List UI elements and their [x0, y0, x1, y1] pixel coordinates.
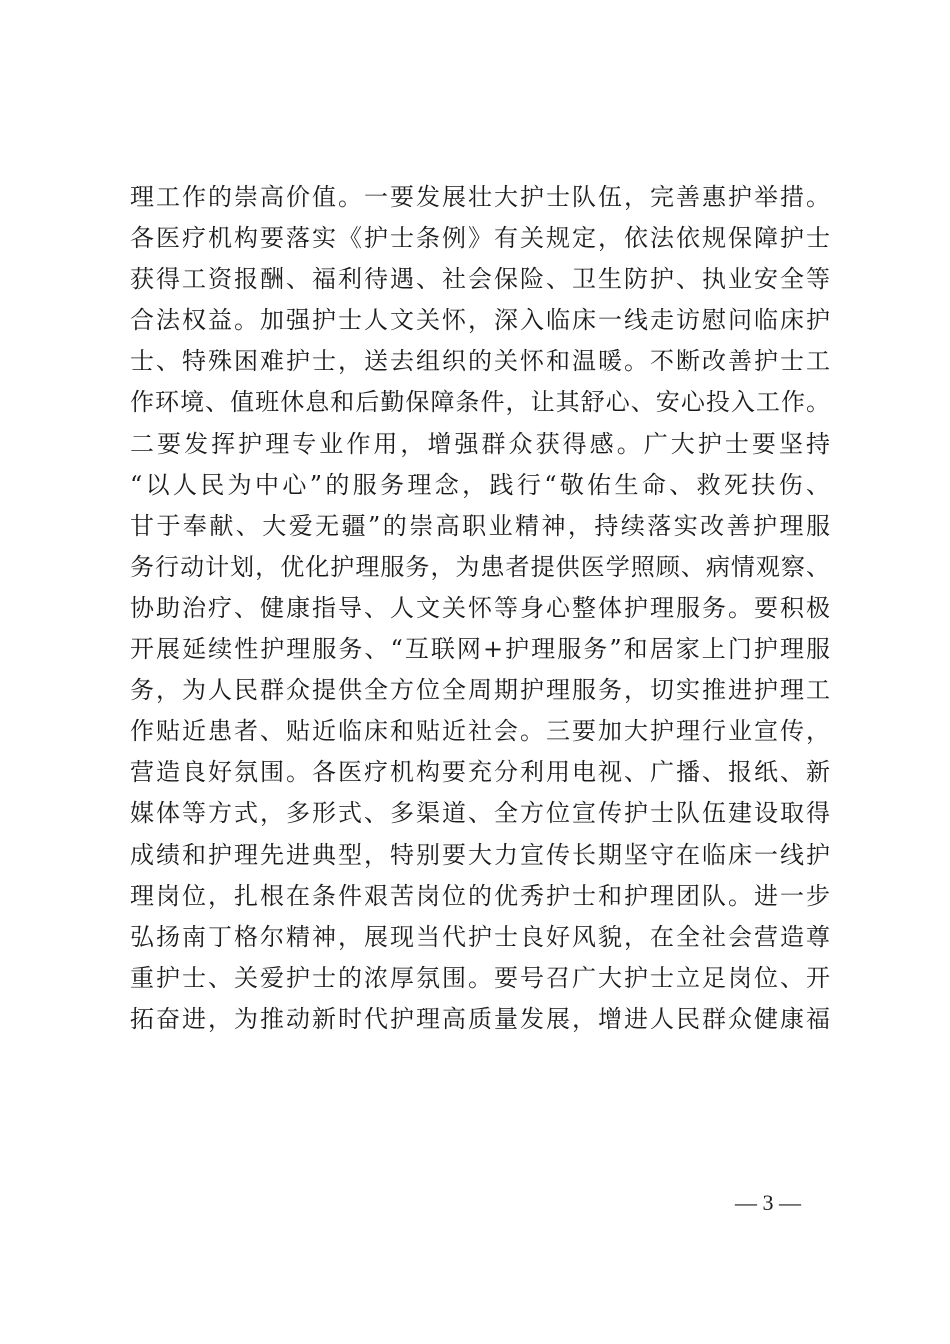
text-line: 开展延续性护理服务、“互联网+护理服务”和居家上门护理服 — [130, 635, 830, 664]
text-line: 媒体等方式，多形式、多渠道、全方位宣传护士队伍建设取得 — [130, 799, 830, 828]
text-line: 成绩和护理先进典型，特别要大力宣传长期坚守在临床一线护 — [130, 840, 830, 869]
text-line: 作环境、值班休息和后勤保障条件，让其舒心、安心投入工作。 — [130, 388, 830, 417]
text-line: 获得工资报酬、福利待遇、社会保险、卫生防护、执业安全等 — [130, 265, 830, 294]
text-line: 弘扬南丁格尔精神，展现当代护士良好风貌，在全社会营造尊 — [130, 922, 830, 951]
text-line: 各医疗机构要落实《护士条例》有关规定，依法依规保障护士 — [130, 224, 830, 253]
text-line: 重护士、关爱护士的浓厚氛围。要号召广大护士立足岗位、开 — [130, 963, 830, 992]
text-line: 理工作的崇高价值。一要发展壮大护士队伍，完善惠护举措。 — [130, 183, 830, 211]
text-line: 甘于奉献、大爱无疆”的崇高职业精神，持续落实改善护理服 — [130, 511, 830, 540]
text-line: 合法权益。加强护士人文关怀，深入临床一线走访慰问临床护 — [130, 306, 830, 335]
text-line: 务，为人民群众提供全方位全周期护理服务，切实推进护理工 — [130, 676, 830, 705]
text-line: 拓奋进，为推动新时代护理高质量发展，增进人民群众健康福 — [130, 1004, 830, 1033]
text-line: “以人民为中心”的服务理念，践行“敬佑生命、救死扶伤、 — [130, 470, 830, 499]
text-line: 协助治疗、健康指导、人文关怀等身心整体护理服务。要积极 — [130, 593, 830, 622]
text-line: 理岗位，扎根在条件艰苦岗位的优秀护士和护理团队。进一步 — [130, 881, 830, 910]
page-number: — 3 — — [735, 1190, 801, 1215]
text-line: 务行动计划，优化护理服务，为患者提供医学照顾、病情观察、 — [130, 552, 830, 581]
text-line: 作贴近患者、贴近临床和贴近社会。三要加大护理行业宣传， — [130, 717, 830, 746]
text-line: 士、特殊困难护士，送去组织的关怀和温暖。不断改善护士工 — [130, 347, 830, 376]
body-text — [130, 177, 830, 1040]
text-line: 营造良好氛围。各医疗机构要充分利用电视、广播、报纸、新 — [130, 758, 830, 787]
text-line: 二要发挥护理专业作用，增强群众获得感。广大护士要坚持 — [130, 429, 830, 458]
